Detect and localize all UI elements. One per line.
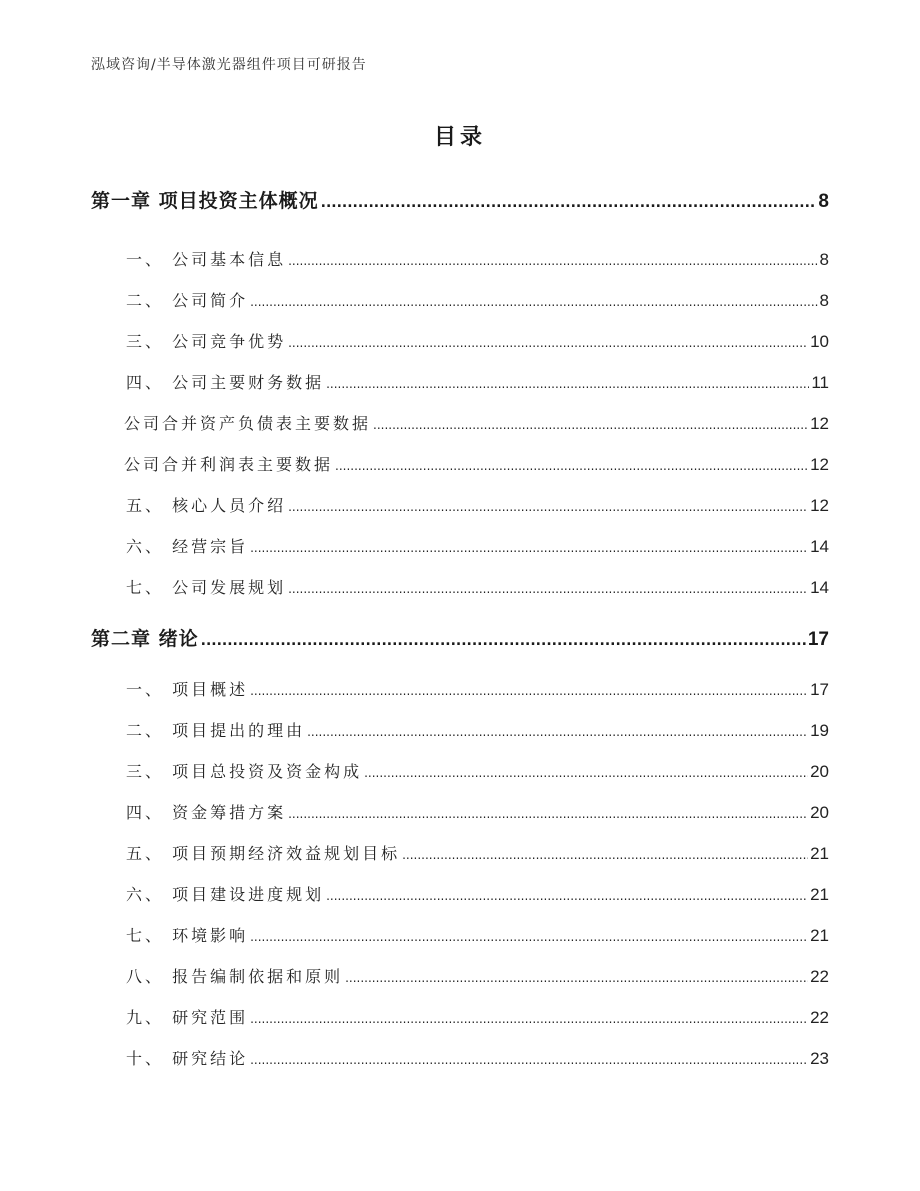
- toc-section-entry[interactable]: [126, 759, 829, 782]
- toc-entry-label: 四、 公司主要财务数据: [126, 373, 325, 392]
- toc-page-number: 21: [810, 926, 829, 945]
- toc-page-number: 17: [807, 629, 829, 650]
- toc-entry-label: 六、 经营宗旨: [126, 537, 249, 556]
- dot-leader: [250, 1053, 808, 1067]
- toc-title: 目录: [433, 125, 486, 150]
- dot-leader: [321, 195, 817, 211]
- toc-page-number: 12: [810, 455, 829, 474]
- toc-section-entry[interactable]: [126, 534, 829, 557]
- toc-entry-label: 一、 项目概述: [126, 680, 249, 699]
- toc-entry-label: 三、 公司竞争优势: [126, 332, 287, 351]
- toc-entry-label: 九、 研究范围: [126, 1008, 249, 1027]
- toc-section-entry[interactable]: [126, 1046, 829, 1069]
- dot-leader: [288, 336, 808, 350]
- toc-page-number: 22: [810, 1008, 829, 1027]
- toc-page-number: 17: [810, 680, 829, 699]
- toc-page-number: 11: [811, 373, 829, 392]
- toc-entry-label: 八、 报告编制依据和原则: [126, 967, 344, 986]
- toc-chapter-entry[interactable]: [91, 624, 829, 651]
- toc-page-number: 22: [810, 967, 829, 986]
- toc-entry-label: 七、 环境影响: [126, 926, 249, 945]
- toc-section-entry[interactable]: [126, 329, 829, 352]
- toc-section-entry[interactable]: [126, 288, 829, 311]
- toc-section-entry[interactable]: [126, 247, 829, 270]
- dot-leader: [288, 807, 808, 821]
- dot-leader: [250, 541, 808, 555]
- toc-section-entry[interactable]: [124, 452, 829, 475]
- dot-leader: [345, 971, 808, 985]
- dot-leader: [335, 459, 808, 473]
- dot-leader: [402, 848, 808, 862]
- toc-section-entry[interactable]: [126, 718, 829, 741]
- toc-page-number: 20: [810, 762, 829, 781]
- dot-leader: [250, 295, 817, 309]
- dot-leader: [250, 1012, 808, 1026]
- toc-page-number: 8: [819, 250, 829, 269]
- toc-section-entry[interactable]: [126, 1005, 829, 1028]
- dot-leader: [364, 766, 808, 780]
- running-header: 泓域咨询/半导体激光器组件项目可研报告: [91, 57, 367, 73]
- toc-entry-label: 二、 项目提出的理由: [126, 721, 306, 740]
- toc-chapter-entry[interactable]: [91, 186, 829, 213]
- toc-page-number: 20: [810, 803, 829, 822]
- toc-section-entry[interactable]: [126, 575, 829, 598]
- toc-page-number: 21: [810, 885, 829, 904]
- toc-page-number: 12: [810, 496, 829, 515]
- toc-entry-label: 十、 研究结论: [126, 1049, 249, 1068]
- toc-entry-label: 四、 资金筹措方案: [126, 803, 287, 822]
- toc-page-number: 21: [810, 844, 829, 863]
- toc-section-entry[interactable]: [126, 964, 829, 987]
- toc-page-number: 8: [819, 291, 829, 310]
- toc-entry-label: 公司合并资产负债表主要数据: [124, 414, 372, 433]
- toc-page-number: 14: [810, 578, 829, 597]
- dot-leader: [326, 377, 809, 391]
- toc-page-number: 14: [810, 537, 829, 556]
- toc-page-number: 19: [810, 721, 829, 740]
- toc-entry-label: 七、 公司发展规划: [126, 578, 287, 597]
- dot-leader: [288, 500, 808, 514]
- toc-section-entry[interactable]: [126, 493, 829, 516]
- toc-entry-label: 一、 公司基本信息: [126, 250, 287, 269]
- toc-entry-label: 六、 项目建设进度规划: [126, 885, 325, 904]
- toc-entry-label: 二、 公司简介: [126, 291, 249, 310]
- toc-entry-label: 第一章 项目投资主体概况: [91, 190, 319, 212]
- toc-page-number: 8: [818, 191, 829, 212]
- toc-section-entry[interactable]: [126, 370, 829, 393]
- toc-page-number: 23: [810, 1049, 829, 1068]
- dot-leader: [326, 889, 808, 903]
- dot-leader: [307, 725, 808, 739]
- toc-entry-label: 第二章 绪论: [91, 628, 199, 650]
- toc-entry-label: 五、 项目预期经济效益规划目标: [126, 844, 401, 863]
- toc-section-entry[interactable]: [124, 411, 829, 434]
- dot-leader: [250, 930, 808, 944]
- toc-section-entry[interactable]: [126, 923, 829, 946]
- toc-section-entry[interactable]: [126, 882, 829, 905]
- dot-leader: [201, 633, 806, 649]
- toc-section-entry[interactable]: [126, 841, 829, 864]
- dot-leader: [288, 254, 817, 268]
- toc-page-number: 10: [810, 332, 829, 351]
- dot-leader: [250, 684, 808, 698]
- toc-entry-label: 公司合并利润表主要数据: [124, 455, 334, 474]
- toc-page-number: 12: [810, 414, 829, 433]
- dot-leader: [373, 418, 808, 432]
- dot-leader: [288, 582, 808, 596]
- toc-section-entry[interactable]: [126, 677, 829, 700]
- toc-section-entry[interactable]: [126, 800, 829, 823]
- toc-entry-label: 五、 核心人员介绍: [126, 496, 287, 515]
- toc-entry-label: 三、 项目总投资及资金构成: [126, 762, 363, 781]
